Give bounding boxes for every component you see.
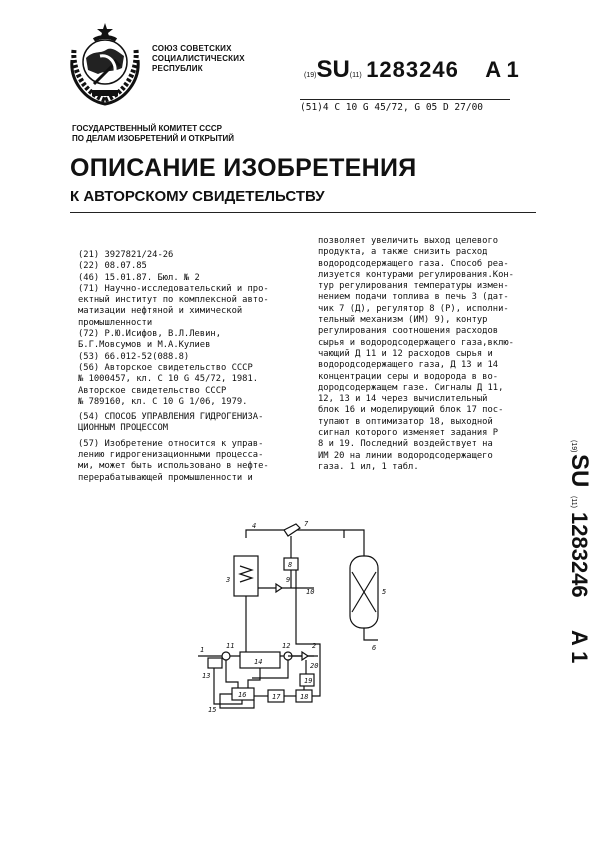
invention-title-line: ЦИОННЫМ ПРОЦЕССОМ [78, 423, 169, 434]
committee-line: ПО ДЕЛАМ ИЗОБРЕТЕНИЙ И ОТКРЫТИЙ [72, 134, 235, 143]
label-6: 6 [372, 644, 377, 652]
vertical-code-19: (19) [570, 440, 577, 453]
abstract-line: газа. 1 ил, 1 табл. [318, 461, 419, 472]
abstract-line: концентрации серы и водорода в во- [318, 371, 499, 382]
ussr-emblem [64, 20, 146, 108]
bib-line: ектный институт по комплексной авто- [78, 295, 269, 306]
label-3: 3 [226, 576, 231, 584]
bibliography-column [78, 250, 310, 484]
code-19: (19) [304, 72, 317, 79]
abstract-line: чик 7 (Д), регулятор 8 (Р), исполни- [318, 303, 509, 314]
label-18: 18 [300, 693, 309, 701]
abstract-line: блок 16 и моделирующий блок 17 пос- [318, 405, 504, 416]
valve-20 [302, 652, 308, 660]
label-13: 13 [202, 672, 211, 680]
bib-line: № 789160, кл. С 10 G 1/06, 1979. [78, 396, 248, 407]
code-11: (11) [349, 72, 362, 79]
process-diagram [196, 516, 476, 716]
abstract-line: ми, может быть использовано в нефте- [78, 461, 269, 472]
sensor-11 [222, 652, 230, 660]
abstract-line: водородсодержащего газа. Способ реа- [318, 258, 509, 269]
bib-line: (53) 66.012-52(088.8) [78, 351, 190, 362]
abstract-line: 8 и 19. Последний воздействует на [318, 439, 493, 450]
label-9: 9 [286, 576, 291, 584]
label-2: 2 [312, 642, 317, 650]
bib-line: (46) 15.01.87. Бюл. № 2 [78, 272, 200, 283]
abstract-line: тельный механизм (ИМ) 9), контур [318, 315, 488, 326]
country-code: SU [316, 56, 350, 83]
country-name [152, 44, 302, 74]
label-12: 12 [282, 642, 291, 650]
label-7: 7 [304, 520, 309, 528]
label-14: 14 [254, 658, 263, 666]
abstract-line: тупают в оптимизатор 18, выходной [318, 416, 493, 427]
bib-line: матизации нефтяной и химической [78, 306, 243, 317]
abstract-line: нением подачи топлива в печь 3 (дат- [318, 292, 509, 303]
bib-line: (72) Р.Ю.Исифов, В.Л.Левин, [78, 329, 221, 340]
org-line: РЕСПУБЛИК [152, 64, 203, 73]
abstract-line: лению гидрогенизационными процесса- [78, 450, 264, 461]
abstract-column-right [318, 236, 523, 473]
abstract-line: чающий Д 11 и 12 расходов сырья и [318, 348, 493, 359]
abstract-line: сырья и водородсодержащего газа,вклю- [318, 337, 514, 348]
label-11: 11 [226, 642, 235, 650]
ipc-classification: (51)4 С 10 G 45/72, G 05 D 27/00 [300, 102, 484, 113]
label-4: 4 [252, 522, 257, 530]
label-17: 17 [272, 693, 281, 701]
vertical-patent-number-text: 1283246 [567, 512, 592, 598]
label-20: 20 [310, 662, 319, 670]
abstract-line: ИМ 20 на линии водородсодержащего [318, 450, 493, 461]
abstract-line: водородсодержащего газа, Д 13 и 14 [318, 360, 499, 371]
bib-line: (56) Авторское свидетельство СССР [78, 362, 253, 373]
sensor-7 [284, 524, 300, 536]
bib-line: (22) 08.07.85 [78, 261, 147, 272]
abstract-line: продукта, а также снизить расход [318, 247, 488, 258]
document-subtitle: К АВТОРСКОМУ СВИДЕТЕЛЬСТВУ [70, 188, 325, 205]
document-title: ОПИСАНИЕ ИЗОБРЕТЕНИЯ [70, 154, 417, 182]
committee-line: ГОСУДАРСТВЕННЫЙ КОМИТЕТ СССР [72, 124, 222, 133]
line-4 [246, 530, 364, 556]
label-1: 1 [200, 646, 205, 654]
bib-line: № 1000457, кл. С 10 G 45/72, 1981. [78, 374, 259, 385]
state-emblem-icon [64, 20, 146, 108]
vertical-code-11: (11) [570, 496, 577, 508]
patent-number-block [304, 56, 554, 86]
process-schematic [196, 516, 476, 716]
valve-9 [276, 584, 282, 592]
abstract-line: дородсодержащем газе. Сигналы Д 11, [318, 382, 504, 393]
bib-line: Б.Г.Мовсумов и М.А.Кулиев [78, 340, 211, 351]
patent-number: 1283246 [366, 57, 459, 82]
label-8: 8 [288, 561, 293, 569]
org-line: СОЮЗ СОВЕТСКИХ [152, 44, 232, 53]
abstract-line: 12, 13 и 14 через вычислительный [318, 394, 488, 405]
label-10: 10 [306, 588, 315, 596]
abstract-line: (57) Изобретение относится к управ- [78, 438, 264, 449]
line-6 [364, 628, 378, 640]
abstract-line: позволяет увеличить выход целевого [318, 236, 499, 246]
abstract-line: регулирования соотношения расходов [318, 326, 499, 337]
sensor-13 [208, 658, 222, 668]
bib-line: (21) 3927821/24-26 [78, 250, 174, 260]
label-19: 19 [304, 677, 313, 685]
vertical-document-kind: A 1 [567, 630, 592, 664]
vertical-patent-number [510, 420, 599, 680]
org-line: СОЦИАЛИСТИЧЕСКИХ [152, 54, 245, 63]
vertical-country-code: SU [566, 454, 593, 488]
bib-line: промышленности [78, 317, 153, 328]
label-5: 5 [382, 588, 387, 596]
bib-line: Авторское свидетельство СССР [78, 385, 227, 396]
invention-title-line: (54) СПОСОБ УПРАВЛЕНИЯ ГИДРОГЕНИЗА- [78, 412, 264, 423]
label-16: 16 [238, 691, 247, 699]
committee-name [72, 124, 332, 144]
title-rule [70, 212, 536, 213]
abstract-line: сигнал которого изменяет задания Р [318, 428, 499, 439]
document-kind: A 1 [485, 57, 519, 82]
abstract-line: перерабатывающей промышленности и [78, 472, 253, 483]
abstract-line: лизуется контурами регулирования.Кон- [318, 269, 514, 280]
ipc-divider [300, 99, 510, 100]
bib-line: (71) Научно-исследовательский и про- [78, 283, 269, 294]
abstract-line: тур регулирования температуры измен- [318, 281, 509, 292]
label-15: 15 [208, 706, 217, 714]
